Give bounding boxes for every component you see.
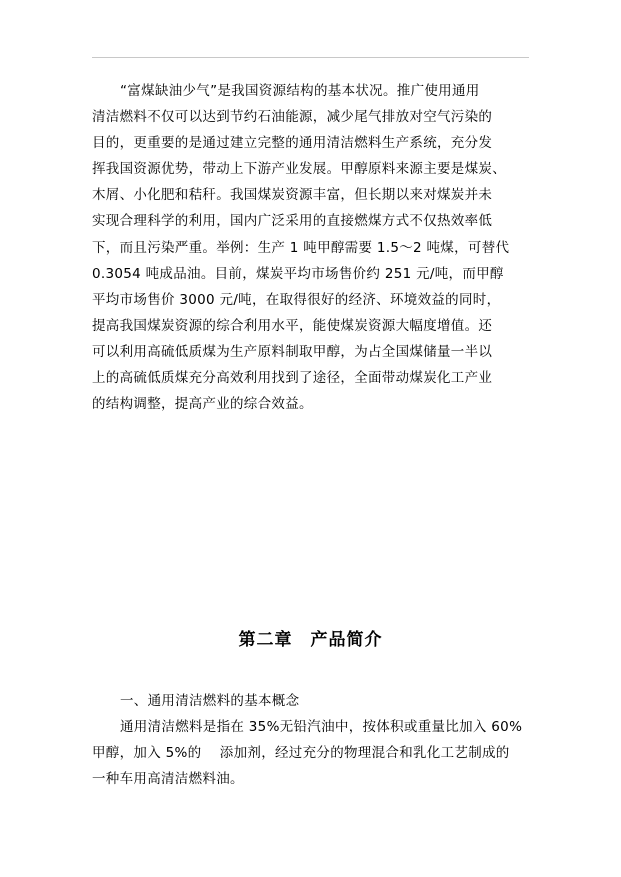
paragraph-line: 清洁燃料不仅可以达到节约石油能源，减少尾气排放对空气污染的 [92, 109, 493, 126]
paragraph-line: 可以利用高硫低质煤为生产原料制取甲醇，为占全国煤储量一半以 [92, 343, 493, 360]
chapter-name: 产品简介 [310, 630, 383, 650]
paragraph-line: 目的，更重要的是通过建立完整的通用清洁燃料生产系统，充分发 [92, 135, 493, 152]
paragraph-line: 实现合理科学的利用，国内广泛采用的直接燃煤方式不仅热效率低 [92, 213, 493, 230]
paragraph-line: 的结构调整，提高产业的综合效益。 [92, 396, 313, 413]
paragraph-line: 木屑、小化肥和秸秆。我国煤炭资源丰富，但长期以来对煤炭并未 [92, 187, 493, 204]
paragraph-line: 通用清洁燃料是指在 35%无铅汽油中，按体积或重量比加入 60% [120, 719, 523, 735]
header-rule [92, 57, 529, 58]
paragraph-line: 提高我国煤炭资源的综合利用水平，能使煤炭资源大幅度增值。还 [92, 317, 493, 334]
intro-paragraph [92, 78, 524, 417]
chapter-number: 第二章 [238, 630, 293, 650]
paragraph-line: 下，而且污染严重。举例：生产 1 吨甲醇需要 1.5～2 吨煤，可替代 [92, 239, 510, 256]
section-heading: 一、通用清洁燃料的基本概念 [120, 693, 300, 709]
paragraph-line: 挥我国资源优势，带动上下游产业发展。甲醇原料来源主要是煤炭、 [92, 161, 506, 178]
definition-paragraph [92, 714, 524, 792]
paragraph-line: 0.3054 吨成品油。目前，煤炭平均市场售价约 251 元/吨，而甲醇 [92, 265, 504, 282]
paragraph-line: 一种车用高清洁燃料油。 [92, 771, 244, 788]
paragraph-line: “富煤缺油少气”是我国资源结构的基本状况。推广使用通用 [120, 83, 480, 99]
paragraph-line: 平均市场售价 3000 元/吨，在取得很好的经济、环境效益的同时， [92, 291, 501, 308]
chapter-title [0, 625, 621, 650]
paragraph-line: 上的高硫低质煤充分高效利用找到了途径，全面带动煤炭化工产业 [92, 370, 493, 387]
paragraph-line: 甲醇，加入 5%的 添加剂，经过充分的物理混合和乳化工艺制成的 [92, 745, 510, 762]
